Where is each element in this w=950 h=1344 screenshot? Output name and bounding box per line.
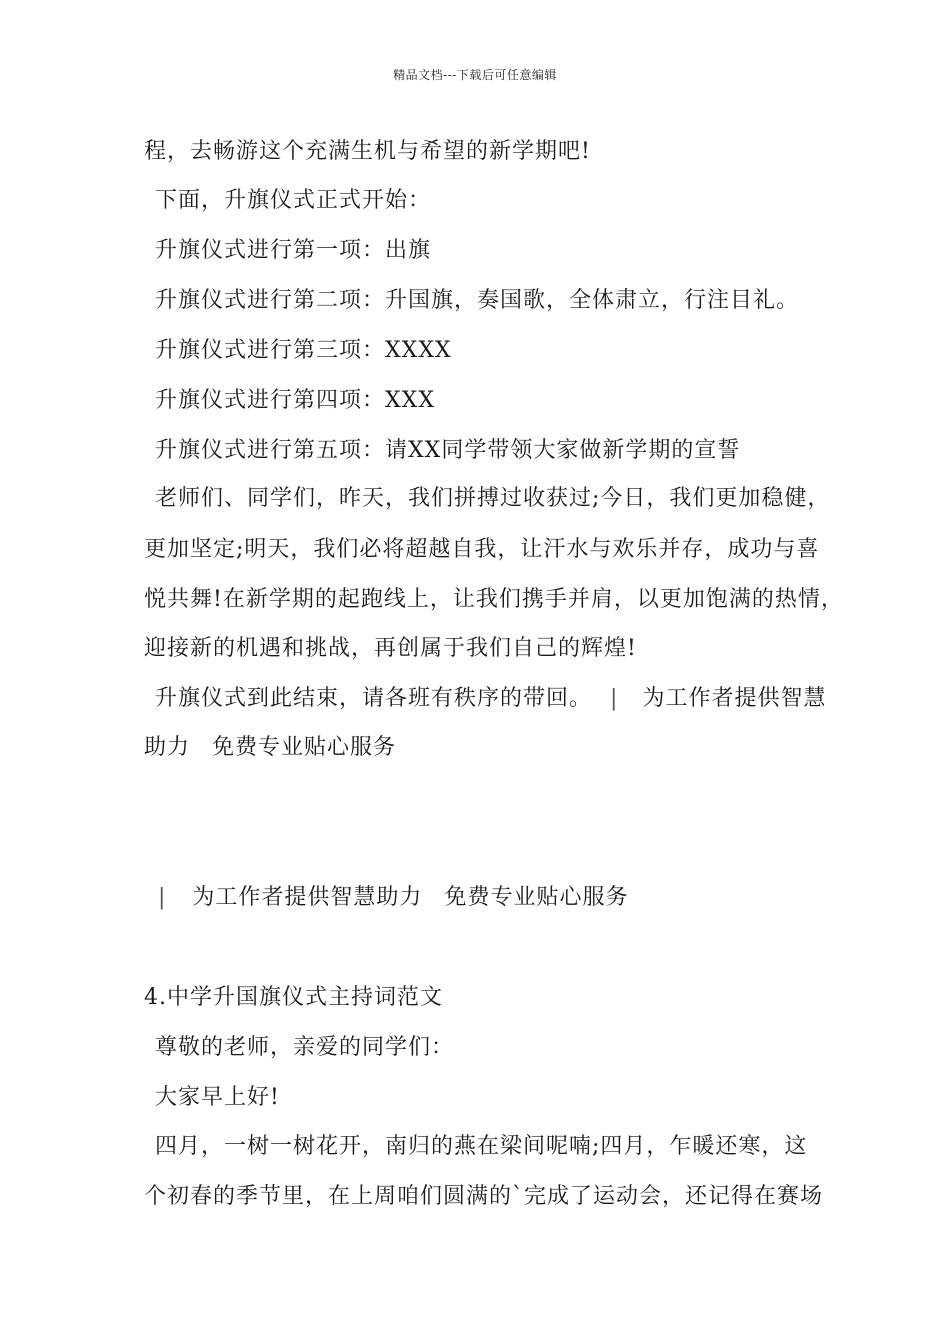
footer-slogan xyxy=(158,883,628,913)
slogan-text: 为工作者提供智慧助力 xyxy=(192,885,423,910)
paragraph-line: 四月，一树一树花开，南归的燕在梁间呢喃;四月，乍暖还寒，这 xyxy=(155,1134,808,1159)
paragraph-line: 升旗仪式进行第一项：出旗 xyxy=(155,238,432,263)
paragraph-line: 程，去畅游这个充满生机与希望的新学期吧! xyxy=(144,139,591,164)
paragraph-line: 大家早上好! xyxy=(155,1085,280,1110)
paragraph-line xyxy=(155,684,826,714)
paragraph-line: 更加坚定;明天，我们必将超越自我，让汗水与欢乐并存，成功与喜 xyxy=(144,537,820,562)
separator: | xyxy=(610,686,619,711)
separator: | xyxy=(158,885,167,910)
slogan-text: 为工作者提供智慧 xyxy=(642,686,827,711)
paragraph-line: 升旗仪式进行第五项：请XX同学带领大家做新学期的宣誓 xyxy=(155,438,741,463)
paragraph-line: 升旗仪式进行第三项：XXXX xyxy=(155,338,452,363)
page-header: 精品文档---下载后可任意编辑 xyxy=(393,68,557,82)
paragraph-line xyxy=(144,733,396,763)
paragraph-line: 下面，升旗仪式正式开始： xyxy=(155,188,432,213)
section-title: 4.中学升国旗仪式主持词范文 xyxy=(144,985,443,1010)
slogan-text: 助力 xyxy=(144,735,191,760)
paragraph-line: 升旗仪式进行第四项：XXX xyxy=(155,388,435,413)
paragraph-line: 升旗仪式进行第二项：升国旗，奏国歌，全体肃立，行注目礼。 xyxy=(155,288,800,313)
paragraph-line: 老师们、同学们，昨天，我们拼搏过收获过;今日，我们更加稳健， xyxy=(155,486,831,511)
slogan-text: 免费专业贴心服务 xyxy=(444,885,629,910)
closing-text: 升旗仪式到此结束，请各班有秩序的带回。 xyxy=(155,686,593,711)
paragraph-line: 尊敬的老师，亲爱的同学们： xyxy=(155,1035,455,1060)
paragraph-line: 迎接新的机遇和挑战，再创属于我们自己的辉煌! xyxy=(144,636,637,661)
paragraph-line: 个初春的季节里，在上周咱们圆满的`完成了运动会，还记得在赛场 xyxy=(144,1184,824,1209)
slogan-text: 免费专业贴心服务 xyxy=(212,735,397,760)
paragraph-line: 悦共舞!在新学期的起跑线上，让我们携手并肩，以更加饱满的热情， xyxy=(144,587,844,612)
